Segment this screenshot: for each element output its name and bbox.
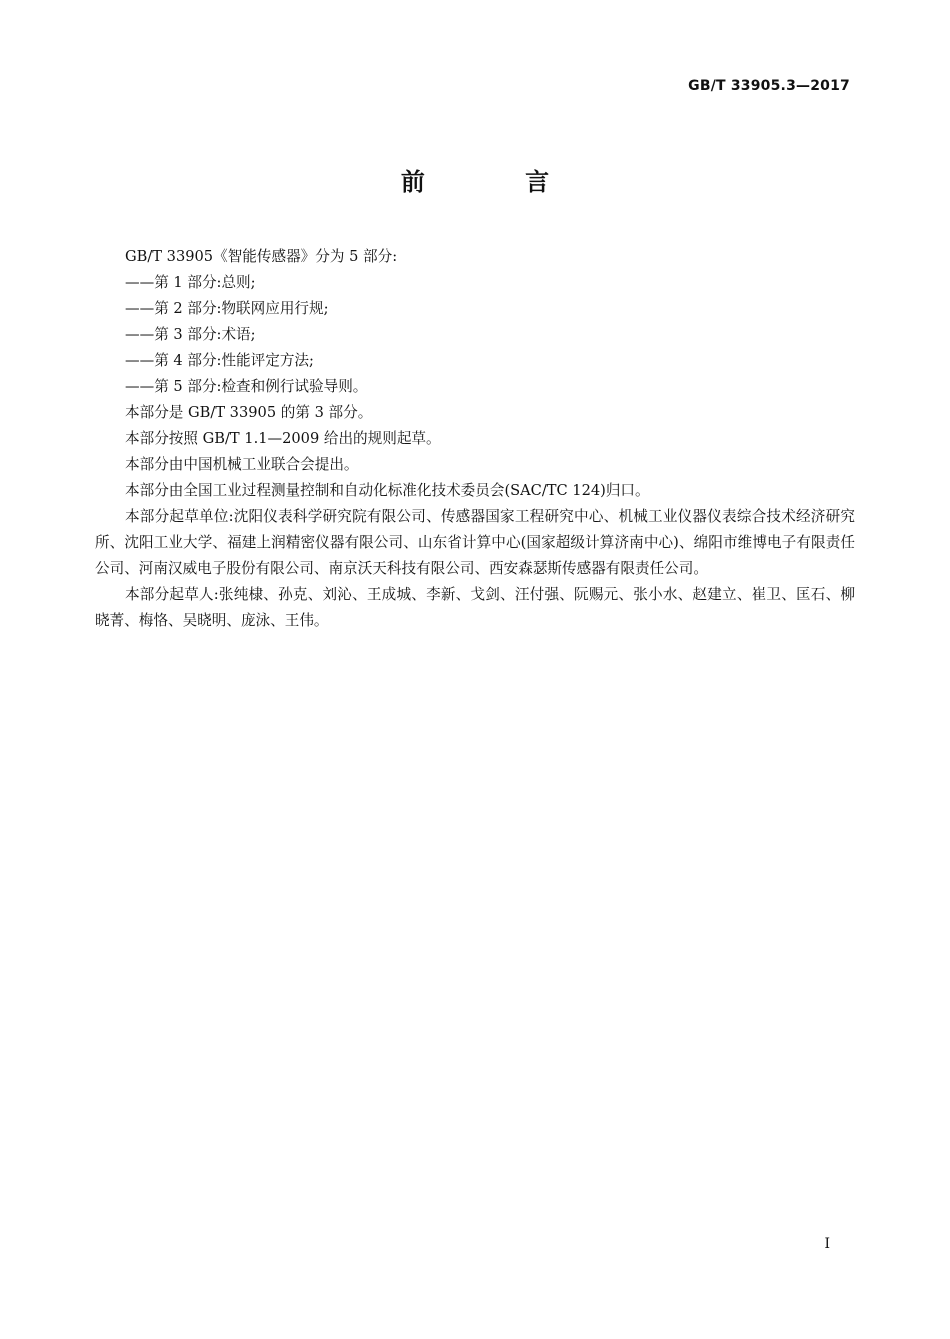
paragraph-drafting-rules: 本部分按照 GB/T 1.1—2009 给出的规则起草。	[125, 430, 441, 447]
foreword-body	[95, 244, 855, 634]
page-number: I	[824, 1236, 830, 1252]
list-item-part-1: ——第 1 部分:总则;	[125, 274, 256, 291]
list-item-part-3: ——第 3 部分:术语;	[125, 326, 256, 343]
paragraph-this-part: 本部分是 GB/T 33905 的第 3 部分。	[125, 404, 373, 421]
paragraph-drafting-units: 本部分起草单位:沈阳仪表科学研究院有限公司、传感器国家工程研究中心、机械工业仪器仪表综合技术经济研究所、沈阳工业大学、福建上润精密仪器有限公司、山东省计算中心(国家超级计算济南中心)、绵阳市维博电子有限责任公司、河南汉威电子股份有限公司、南京沃天科技有限公司、西安森瑟斯传感器有限责任公司。	[95, 508, 855, 577]
page-title: 前 言	[400, 168, 596, 196]
standard-number: GB/T 33905.3—2017	[688, 78, 850, 94]
list-item-part-4: ——第 4 部分:性能评定方法;	[125, 352, 314, 369]
list-item-part-5: ——第 5 部分:检查和例行试验导则。	[125, 378, 368, 395]
paragraph-drafters: 本部分起草人:张纯棣、孙克、刘沁、王成城、李新、戈剑、汪付强、阮赐元、张小水、赵建立、崔卫、匡石、柳晓菁、梅恪、吴晓明、庞泳、王伟。	[95, 586, 855, 629]
list-item-part-2: ——第 2 部分:物联网应用行规;	[125, 300, 329, 317]
paragraph-under-jurisdiction: 本部分由全国工业过程测量控制和自动化标准化技术委员会(SAC/TC 124)归口。	[125, 482, 650, 499]
paragraph-parts-intro: GB/T 33905《智能传感器》分为 5 部分:	[125, 248, 398, 265]
paragraph-proposed-by: 本部分由中国机械工业联合会提出。	[125, 456, 359, 473]
